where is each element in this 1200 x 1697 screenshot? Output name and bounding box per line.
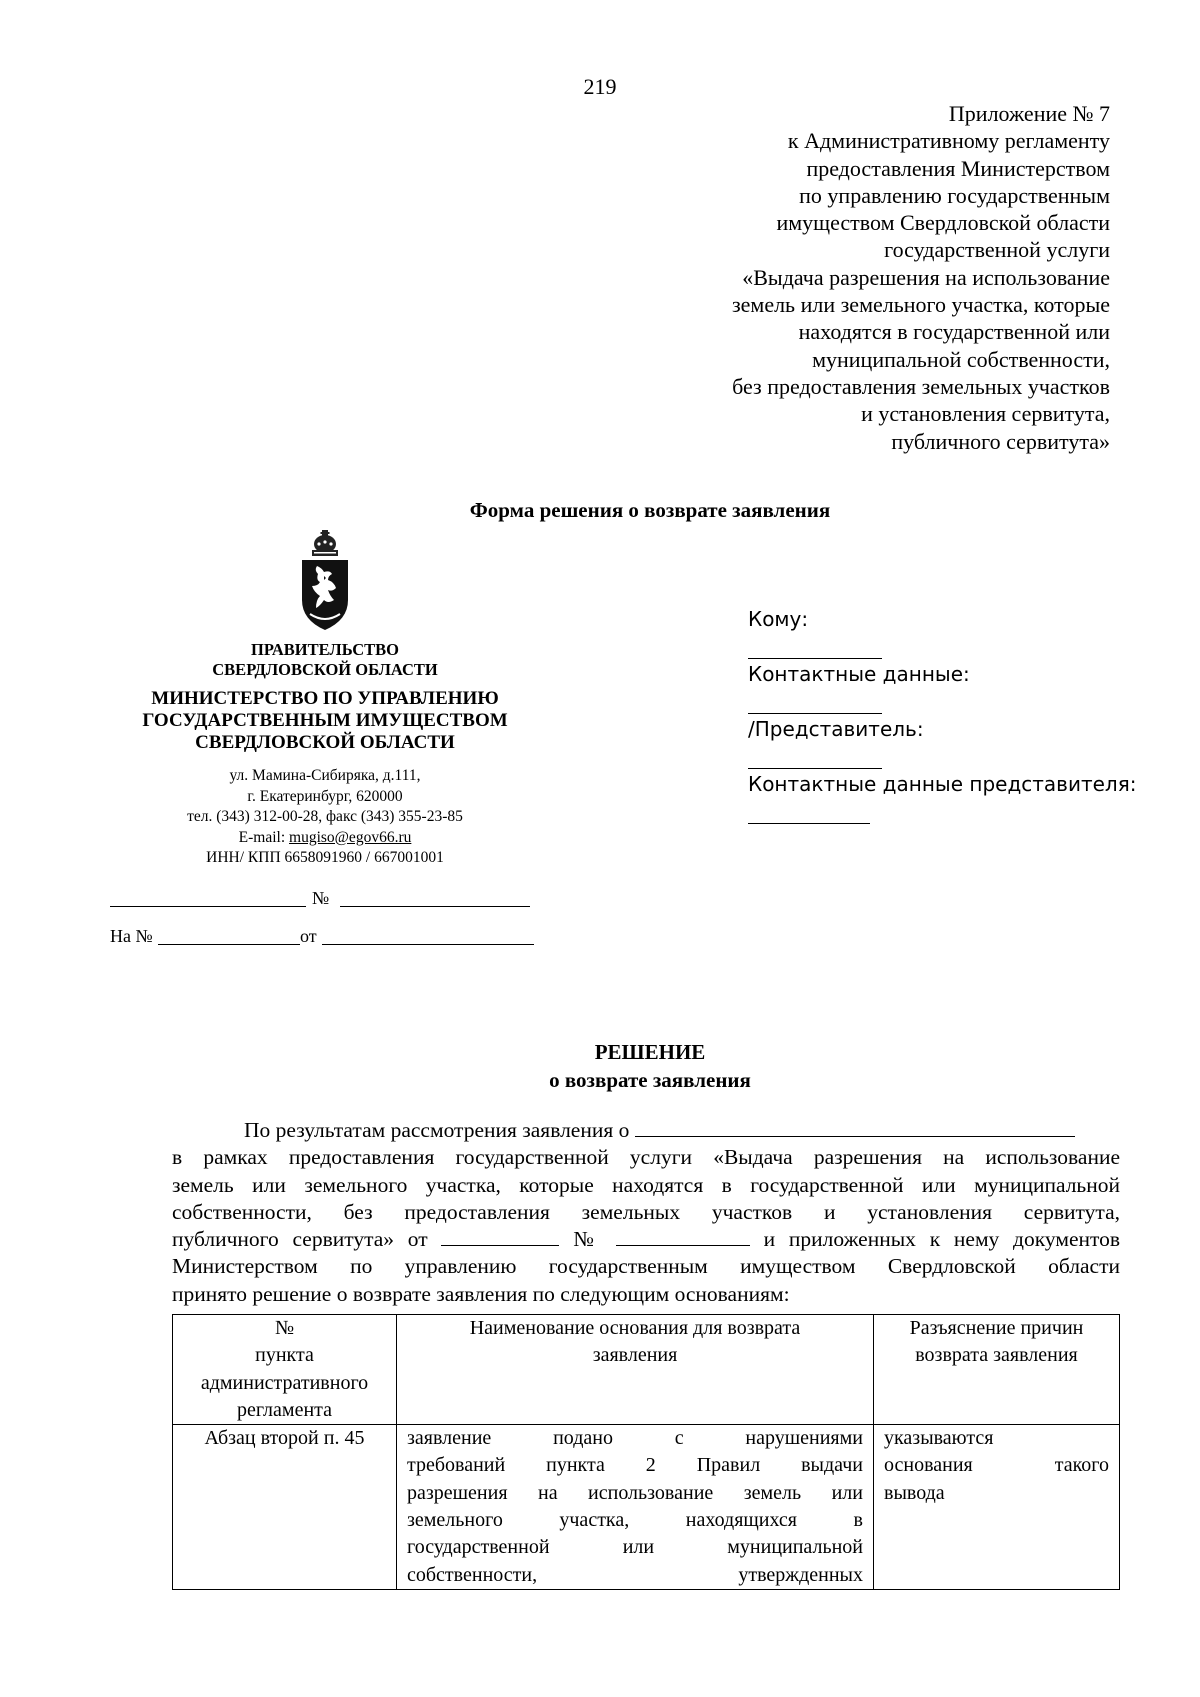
appendix-line: земель или земельного участка, которые [731, 292, 1110, 318]
representative-blank[interactable] [748, 767, 882, 769]
header-regulation-clause: № пункта административного регламента [173, 1315, 397, 1425]
body-line: собственности, без предоставления земельных участков и установления сервитута, [172, 1199, 1120, 1224]
email-label: E-mail: [238, 828, 286, 846]
table-header-row [173, 1315, 1120, 1425]
representative-contacts-label: Контактные данные представителя: [748, 772, 1137, 796]
appendix-line: находятся в государственной или [798, 319, 1110, 345]
appendix-line: имуществом Свердловской области [776, 210, 1110, 236]
return-grounds-table [172, 1314, 1120, 1590]
page-number: 219 [583, 74, 617, 99]
application-date-blank[interactable] [441, 1227, 559, 1246]
form-title: Форма решения о возврате заявления [469, 498, 831, 522]
body-line: земель или земельного участка, которые находятся в государственной или муниципальной [172, 1172, 1120, 1197]
date-blank[interactable] [110, 888, 306, 907]
body-line: в рамках предоставления государственной услуги «Выдача разрешения на использование [172, 1145, 1120, 1170]
appendix-line: и установления сервитута, [861, 401, 1110, 427]
address-city: г. Екатеринбург, 620000 [247, 787, 403, 805]
application-subject-blank[interactable] [635, 1118, 1075, 1137]
ministry-name-line: МИНИСТЕРСТВО ПО УПРАВЛЕНИЮ [151, 688, 499, 709]
reply-date-blank[interactable] [322, 926, 534, 945]
coat-of-arms-icon [298, 530, 352, 632]
from-label: от [300, 926, 317, 946]
body-line: публичного сервитута» от № и приложенных к нему документов [172, 1227, 1121, 1252]
government-region: СВЕРДЛОВСКОЙ ОБЛАСТИ [212, 660, 438, 679]
appendix-line: Приложение № 7 [948, 101, 1110, 126]
appendix-line: по управлению государственным [799, 182, 1110, 208]
ministry-name-line: СВЕРДЛОВСКОЙ ОБЛАСТИ [195, 732, 455, 753]
reply-number-label: На № [110, 926, 153, 946]
appendix-line: предоставления Министерством [806, 155, 1110, 181]
email-line [110, 828, 540, 849]
address-street: ул. Мамина-Сибиряка, д.111, [229, 767, 421, 784]
contacts-label: Контактные данные: [748, 662, 970, 686]
representative-label: /Представитель: [748, 717, 924, 741]
table-row [173, 1425, 1120, 1590]
header-return-ground: Наименование основания для возврата заявления [397, 1315, 874, 1425]
inn-kpp: ИНН/ КПП 6658091960 / 667001001 [206, 849, 444, 866]
body-line: принято решение о возврате заявления по следующим основаниям: [172, 1281, 790, 1306]
reply-registration-line [110, 926, 530, 952]
cell-regulation-clause: Абзац второй п. 45 [173, 1425, 397, 1590]
decision-heading [0, 1038, 1200, 1094]
contacts-blank[interactable] [748, 712, 882, 714]
letterhead [110, 640, 540, 869]
application-number-blank[interactable] [616, 1227, 750, 1246]
appendix-line: публичного сервитута» [891, 428, 1110, 454]
appendix-line: к Административному регламенту [787, 128, 1110, 154]
cell-explanation: указываются основания такого вывода [874, 1425, 1120, 1590]
appendix-line: муниципальной собственности, [812, 346, 1110, 372]
body-line: Министерством по управлению государственным имуществом Свердловской области [172, 1254, 1120, 1279]
reply-number-blank[interactable] [158, 926, 300, 945]
number-sign: № [312, 888, 330, 908]
government-name: ПРАВИТЕЛЬСТВО [251, 640, 399, 659]
cell-return-ground: заявление подано с нарушениями требований пункта 2 Правил выдачи разрешения на использование земель или земельного участка, находящихся в государственной или муниципальной собственности, утвержденных [397, 1425, 874, 1590]
to-label: Кому: [748, 607, 809, 631]
decision-title: РЕШЕНИЕ [594, 1040, 706, 1064]
number-blank[interactable] [340, 888, 530, 907]
representative-contacts-blank[interactable] [748, 822, 870, 824]
outgoing-registration-line [110, 888, 530, 914]
ministry-name-line: ГОСУДАРСТВЕННЫМ ИМУЩЕСТВОМ [142, 710, 508, 731]
decision-subtitle: о возврате заявления [549, 1068, 751, 1092]
decision-body [172, 1117, 1120, 1308]
header-explanation: Разъяснение причин возврата заявления [874, 1315, 1120, 1425]
appendix-line: государственной услуги [884, 237, 1110, 263]
appendix-line: без предоставления земельных участков [732, 373, 1110, 399]
phone-fax: тел. (343) 312-00-28, факс (343) 355-23-85 [187, 808, 463, 825]
body-line: По результатам рассмотрения заявления о [172, 1117, 1120, 1144]
email-link[interactable]: mugiso@egov66.ru [289, 828, 412, 846]
appendix-header [732, 100, 1110, 455]
to-blank[interactable] [748, 657, 882, 659]
appendix-line: «Выдача разрешения на использование [742, 264, 1110, 290]
